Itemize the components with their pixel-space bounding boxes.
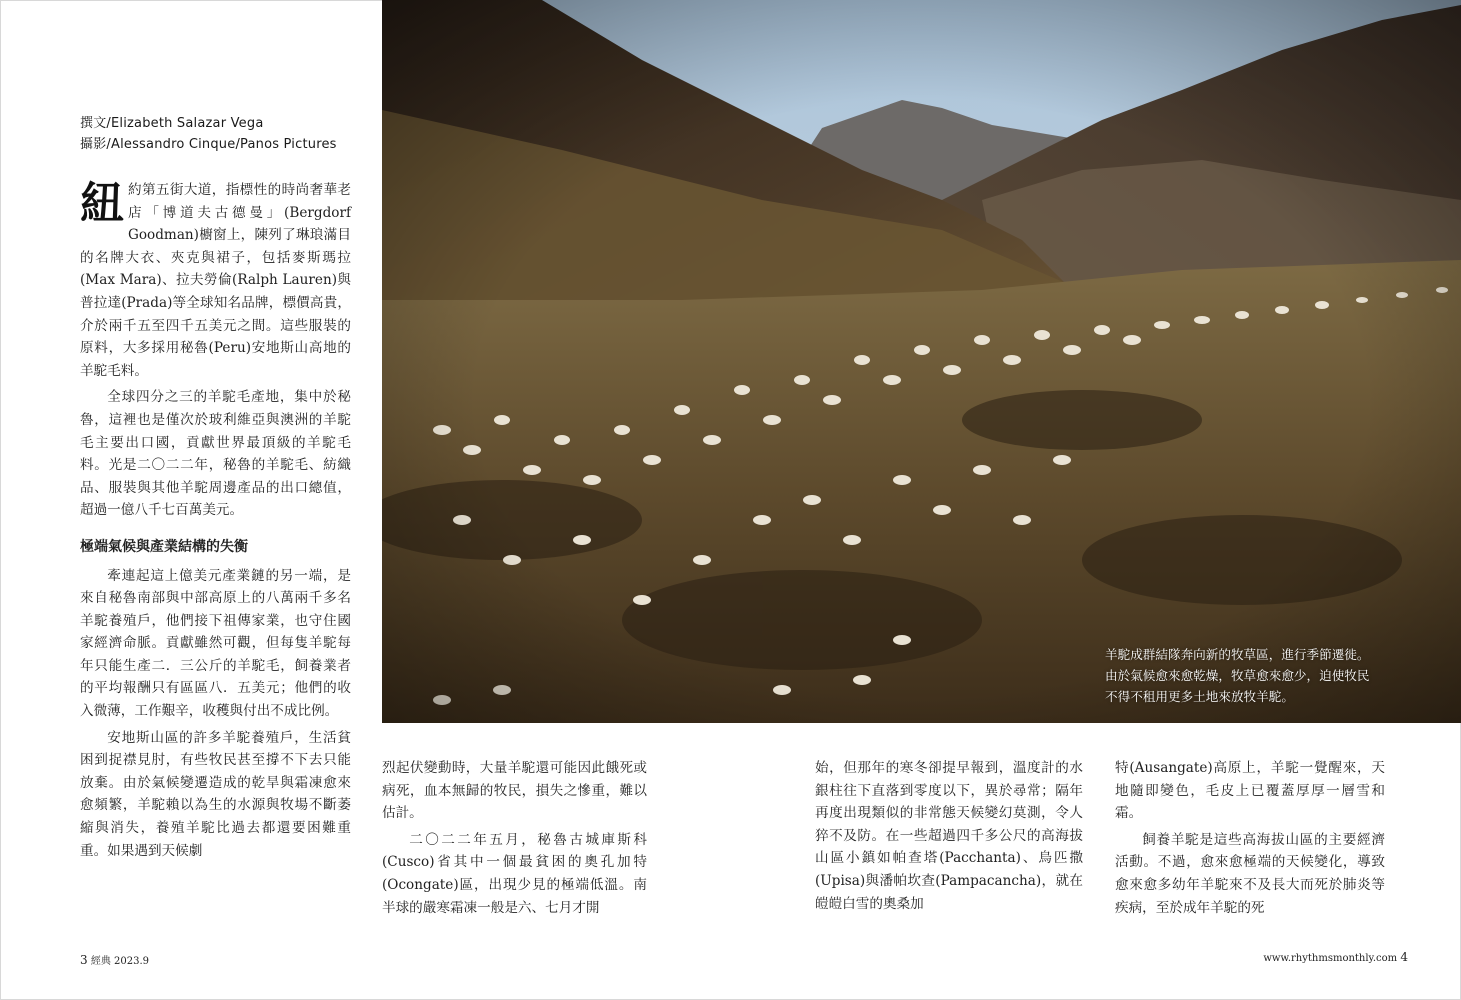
article-column-2 (382, 757, 647, 919)
caption-line-1: 羊駝成群結隊奔向新的牧草區，進行季節遷徙。 (1105, 647, 1370, 662)
left-page-number: 3 (80, 953, 88, 967)
article-paragraph-4: 安地斯山區的許多羊駝養殖戶，生活貧困到捉襟見肘，有些牧民甚至撐不下去只能放棄。由於氣候變遷造成的乾旱與霜凍愈來愈頻繁，羊駝賴以為生的水源與牧場不斷萎縮與消失，養殖羊駝比過去都還要困難重重。如果遇到天候劇 (80, 729, 351, 859)
article-paragraph-3: 牽連起這上億美元產業鏈的另一端，是來自秘魯南部與中部高原上的八萬兩千多名羊駝養殖戶，他們接下祖傳家業，也守住國家經濟命脈。貢獻雖然可觀，但每隻羊駝每年只能生產二．三公斤的羊駝毛，飼養業者的平均報酬只有區區八．五美元；他們的收入微薄，工作艱辛，收穫與付出不成比例。 (80, 567, 351, 720)
byline-writer: 撰文/Elizabeth Salazar Vega (80, 116, 264, 131)
column-4-paragraph-2: 飼養羊駝是這些高海拔山區的主要經濟活動。不過，愈來愈極端的天候變化，導致愈來愈多幼年羊駝來不及長大而死於肺炎等疾病，至於成年羊駝的死 (1115, 831, 1385, 916)
photo-vignette (382, 0, 1461, 723)
article-column-3 (815, 757, 1083, 915)
article-column-4 (1115, 757, 1385, 919)
article-paragraph-2: 全球四分之三的羊駝毛產地，集中於秘魯，這裡也是僅次於玻利維亞與澳洲的羊駝毛主要出口國，貢獻世界最頂級的羊駝毛料。光是二〇二二年，秘魯的羊駝毛、紡織品、服裝與其他羊駝周邊產品的出口總值，超過一億八千七百萬美元。 (80, 389, 351, 519)
column-4-paragraph-1: 特(Ausangate)高原上，羊駝一覺醒來，天地隨即變色，毛皮上已覆蓋厚厚一層雪和霜。 (1115, 760, 1385, 822)
column-2-paragraph-2: 二〇二二年五月，秘魯古城庫斯科(Cusco)省其中一個最貧困的奧孔加特(Ocongate)區，出現少見的極端低溫。南半球的嚴寒霜凍一般是六、七月才開 (382, 831, 647, 916)
article-column-1 (80, 179, 351, 862)
footer-left (80, 952, 149, 967)
left-footer-text: 經典 2023.9 (90, 956, 149, 967)
paragraph-1-text: 約第五街大道，指標性的時尚奢華老店「博道夫古德曼」(Bergdorf Goodman)櫥窗上，陳列了琳琅滿目的名牌大衣、夾克與裙子，包括麥斯瑪拉(Max Mara)、拉夫勞倫(Ralph Lauren)與普拉達(Prada)等全球知名品牌，標價高貴，介於兩千五至四千五美元之間。這些服裝的原料，大多採用秘魯(Peru)安地斯山高地的羊駝毛料。 (80, 182, 351, 379)
section-subheading: 極端氣候與產業結構的失衡 (80, 538, 248, 555)
caption-line-2: 由於氣候愈來愈乾燥，牧草愈來愈少，迫使牧民 (1105, 668, 1370, 683)
website-url[interactable]: www.rhythmsmonthly.com (1263, 953, 1398, 964)
article-paragraph-1 (80, 179, 351, 382)
column-3-paragraph-1: 始，但那年的寒冬卻提早報到，溫度計的水銀柱往下直落到零度以下，異於尋常；隔年再度出現類似的非常態天候變幻莫測，令人猝不及防。在一些超過四千多公尺的高海拔山區小鎮如帕查塔(Pacchanta)、烏匹撒(Upisa)與潘帕坎查(Pampacancha)，就在皚皚白雪的奧桑加 (815, 760, 1083, 912)
footer-right (1263, 950, 1408, 964)
photo-caption (1105, 644, 1435, 707)
landscape-illustration (382, 0, 1461, 723)
byline-photographer: 攝影/Alessandro Cinque/Panos Pictures (80, 137, 337, 152)
column-2-paragraph-1: 烈起伏變動時，大量羊駝還可能因此餓死或病死，血本無歸的牧民，損失之慘重，難以估計。 (382, 760, 647, 822)
caption-line-3: 不得不租用更多土地來放牧羊駝。 (1105, 689, 1294, 704)
right-page-number: 4 (1400, 950, 1408, 964)
alpaca-herd-photo (382, 0, 1461, 723)
drop-cap: 紐 (80, 178, 124, 229)
byline (80, 113, 380, 155)
